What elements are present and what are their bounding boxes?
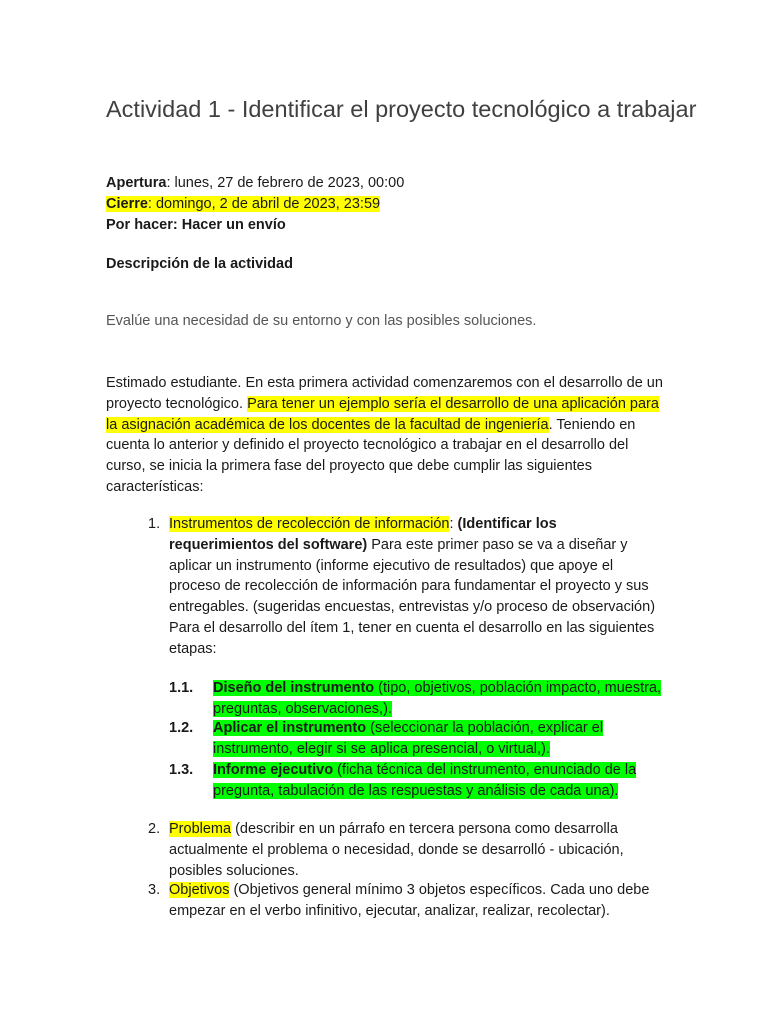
example-highlight: Para tener un ejemplo sería el desarrollo de una aplicación para la asignación académica de los docentes de la facultad de ingeniería [106,395,659,433]
list-item-instruments: Instrumentos de recolección de información: (Identificar los requerimientos del software) Para este primer paso se va a diseñar y aplicar un instrumento (informe ejecutivo de resultados) que apoye el proceso de recolección de información para fundamentar el proyecto y sus entregables. (sugeridas encuestas, entrevistas y/o proceso de observación) Para el desarrollo del ítem 1, tener en cuenta el desarrollo en las siguientes etapas: [169,516,656,657]
page-title: Actividad 1 - Identificar el proyecto tecnológico a trabajar [106,96,697,122]
list-item-objectives: Objetivos (Objetivos general mínimo 3 objetos específicos. Cada uno debe empezar en el verbo infinitivo, ejecutar, analizar, realizar, recolectar). [169,882,650,919]
sub-item-number: 1.2. [169,720,194,736]
sub-item-apply: Aplicar el instrumento (seleccionar la población, explicar el instrumento, elegir si se aplica presencial, o virtual,). [213,720,604,757]
activity-dates [106,173,404,236]
sub-item-report: Informe ejecutivo (ficha técnica del instrumento, enunciado de la pregunta, tabulación de las respuestas y análisis de cada una). [213,762,637,799]
opening-date: Apertura: lunes, 27 de febrero de 2023, 00:00 [106,175,405,191]
list-item-problem: Problema (describir en un párrafo en tercera persona como desarrolla actualmente el problema o necesidad, donde se desarrolló - ubicación, posibles soluciones. [169,821,624,879]
closing-date: Cierre: domingo, 2 de abril de 2023, 23:59 [106,196,381,212]
list-item-number: 2. [148,821,161,837]
sub-item-number: 1.1. [169,680,194,696]
sub-item-number: 1.3. [169,762,194,778]
intro-paragraph: Estimado estudiante. En esta primera actividad comenzaremos con el desarrollo de un proyecto tecnológico. Para tener un ejemplo sería el desarrollo de una aplicación para la asignación académica de los docentes de la facultad de ingeniería. Teniendo en cuenta lo anterior y definido el proyecto tecnológico a trabajar en el desarrollo del curso, se inicia la primera fase del proyecto que debe cumplir las siguientes características: [106,375,663,495]
description-heading: Descripción de la actividad [106,256,293,272]
sub-item-design: Diseño del instrumento (tipo, objetivos, población impacto, muestra, preguntas, observaciones,). [213,680,662,717]
list-item-number: 3. [148,882,161,898]
evaluate-text: Evalúe una necesidad de su entorno y con las posibles soluciones. [106,313,537,329]
list-item-number: 1. [148,516,161,532]
to-do-status: Por hacer: Hacer un envío [106,217,286,233]
